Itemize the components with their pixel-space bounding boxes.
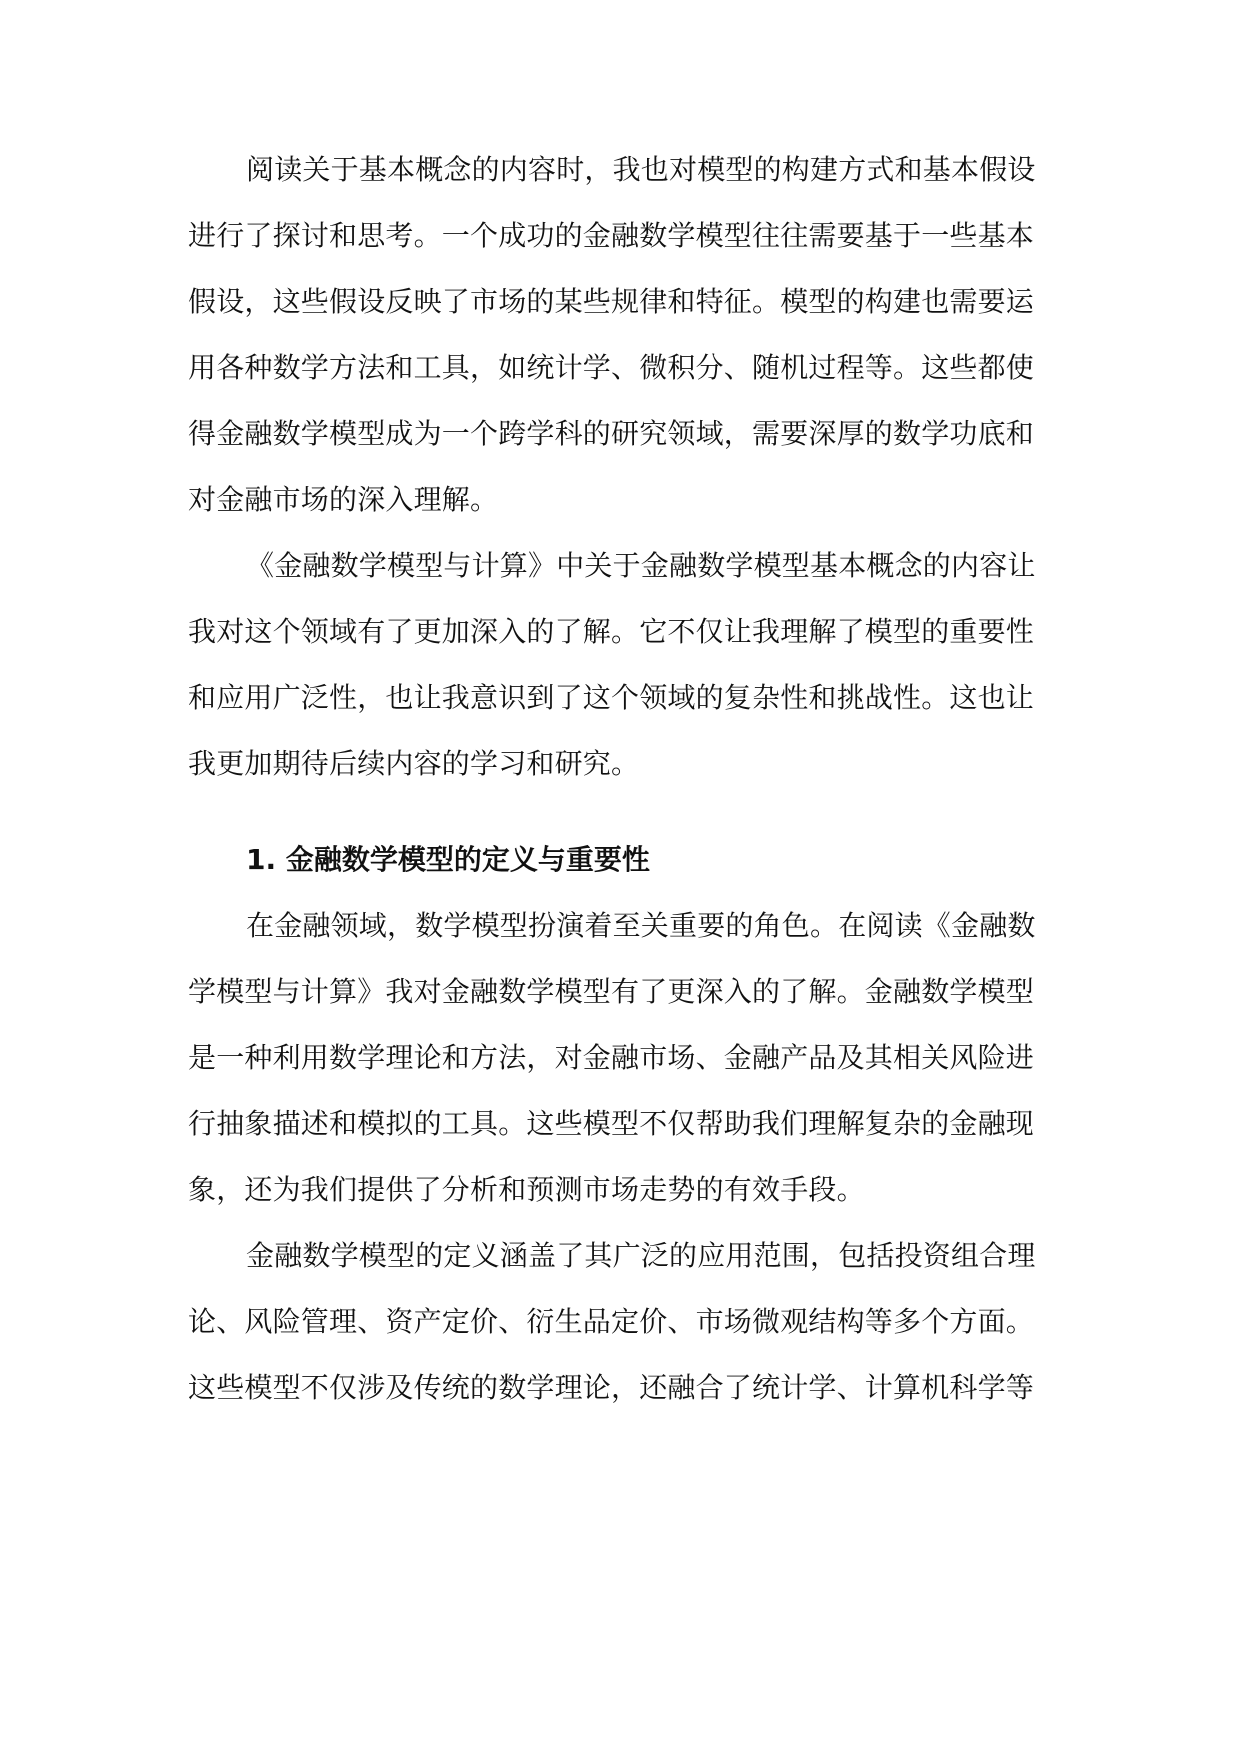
section-paragraph-1-line-1: 在金融领域，数学模型扮演着至关重要的角色。在阅读《金融数 — [246, 909, 1036, 942]
paragraph-2-line-2: 我对这个领域有了更加深入的了解。它不仅让我理解了模型的重要性 — [188, 615, 1035, 648]
paragraph-1-line-1: 阅读关于基本概念的内容时，我也对模型的构建方式和基本假设 — [246, 153, 1036, 186]
paragraph-2-line-1: 《金融数学模型与计算》中关于金融数学模型基本概念的内容让 — [246, 549, 1036, 582]
paragraph-2-line-3: 和应用广泛性，也让我意识到了这个领域的复杂性和挑战性。这也让 — [188, 681, 1035, 714]
section-paragraph-1-line-3: 是一种利用数学理论和方法，对金融市场、金融产品及其相关风险进 — [188, 1041, 1035, 1074]
section-paragraph-2-line-3: 这些模型不仅涉及传统的数学理论，还融合了统计学、计算机科学等 — [188, 1371, 1035, 1404]
section-paragraph-1-line-4: 行抽象描述和模拟的工具。这些模型不仅帮助我们理解复杂的金融现 — [188, 1107, 1035, 1140]
paragraph-1-line-4: 用各种数学方法和工具，如统计学、微积分、随机过程等。这些都使 — [188, 351, 1035, 384]
paragraph-1-line-3: 假设，这些假设反映了市场的某些规律和特征。模型的构建也需要运 — [188, 285, 1035, 318]
paragraph-2-line-4: 我更加期待后续内容的学习和研究。 — [188, 747, 640, 780]
paragraph-1-line-6: 对金融市场的深入理解。 — [188, 483, 499, 516]
section-heading: 1. 金融数学模型的定义与重要性 — [246, 843, 650, 876]
section-paragraph-2-line-2: 论、风险管理、资产定价、衍生品定价、市场微观结构等多个方面。 — [188, 1305, 1035, 1338]
section-paragraph-2-line-1: 金融数学模型的定义涵盖了其广泛的应用范围，包括投资组合理 — [246, 1239, 1036, 1272]
section-paragraph-1-line-2: 学模型与计算》我对金融数学模型有了更深入的了解。金融数学模型 — [188, 975, 1035, 1008]
paragraph-1-line-5: 得金融数学模型成为一个跨学科的研究领域，需要深厚的数学功底和 — [188, 417, 1035, 450]
section-paragraph-1-line-5: 象，还为我们提供了分析和预测市场走势的有效手段。 — [188, 1173, 865, 1206]
paragraph-1-line-2: 进行了探讨和思考。一个成功的金融数学模型往往需要基于一些基本 — [188, 219, 1035, 252]
